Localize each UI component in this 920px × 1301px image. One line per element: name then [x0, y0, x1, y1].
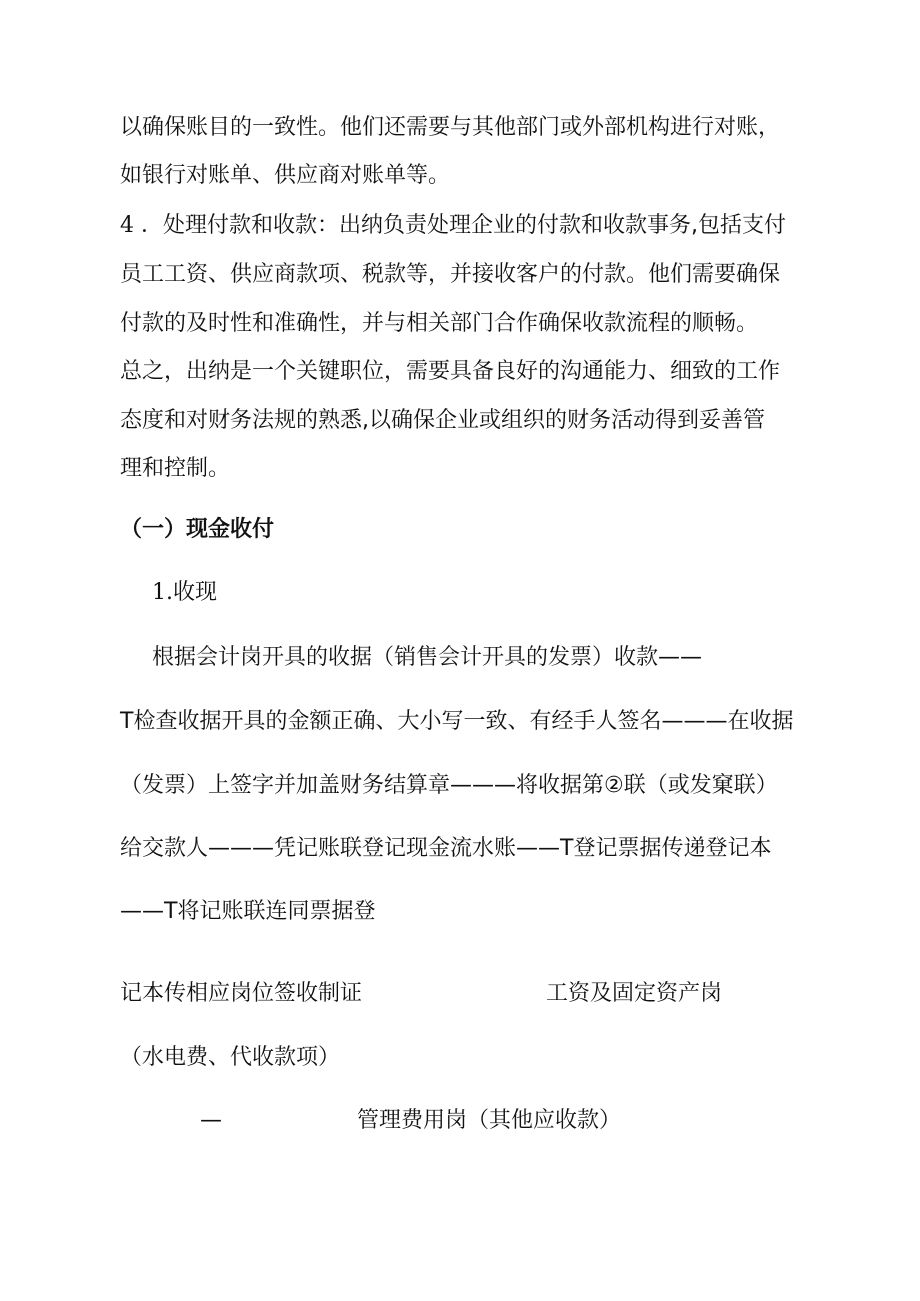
- flow-line: 根据会计岗开具的收据（销售会计开具的发票）收款——: [152, 645, 703, 670]
- flow-line: T检查收据开具的金额正确、大小写一致、有经手人签名———在收据: [120, 709, 794, 734]
- paragraph-line: 付款的及时性和准确性，并与相关部门合作确保收款流程的顺畅。: [120, 311, 759, 336]
- paragraph-line: 以确保账目的一致性。他们还需要与其他部门或外部机构进行对账，: [120, 115, 781, 140]
- post-left: 记本传相应岗位签收制证: [120, 981, 363, 1006]
- flow-line: （发票）上签字并加盖财务结算章———将收据第②联（或发窠联）: [120, 773, 778, 798]
- subsection-title: [152, 578, 217, 608]
- paragraph-line: 总之，出纳是一个关键职位，需要具备良好的沟通能力、细致的工作: [120, 359, 781, 384]
- post-right: 工资及固定资产岗: [546, 981, 723, 1006]
- dash-marker: —: [200, 1108, 222, 1133]
- list-item-4: [120, 211, 786, 241]
- subsection-label: 收现: [173, 580, 218, 605]
- list-number: 4: [120, 213, 134, 238]
- paragraph-line: 员工工资、供应商款项、税款等，并接收客户的付款。他们需要确保: [120, 262, 781, 287]
- paragraph-line: 理和控制。: [120, 456, 231, 481]
- flow-line: 给交款人———凭记账联登记现金流水账——T登记票据传递登记本: [120, 836, 772, 861]
- subsection-number: 1.: [152, 580, 173, 605]
- list-item-text: ．处理付款和收款：出纳负责处理企业的付款和收款事务,包括支付: [141, 213, 786, 238]
- post-management: 管理费用岗（其他应收款）: [357, 1108, 622, 1133]
- paragraph-line: 如银行对账单、供应商对账单等。: [120, 163, 451, 188]
- paragraph-line: 态度和对财务法规的熟悉,以确保企业或组织的财务活动得到妥善管: [120, 408, 765, 433]
- post-note: （水电费、代收款项）: [120, 1045, 341, 1070]
- flow-line: ——T将记账联连同票据登: [120, 899, 376, 924]
- section-heading: （一）现金收付: [120, 517, 275, 542]
